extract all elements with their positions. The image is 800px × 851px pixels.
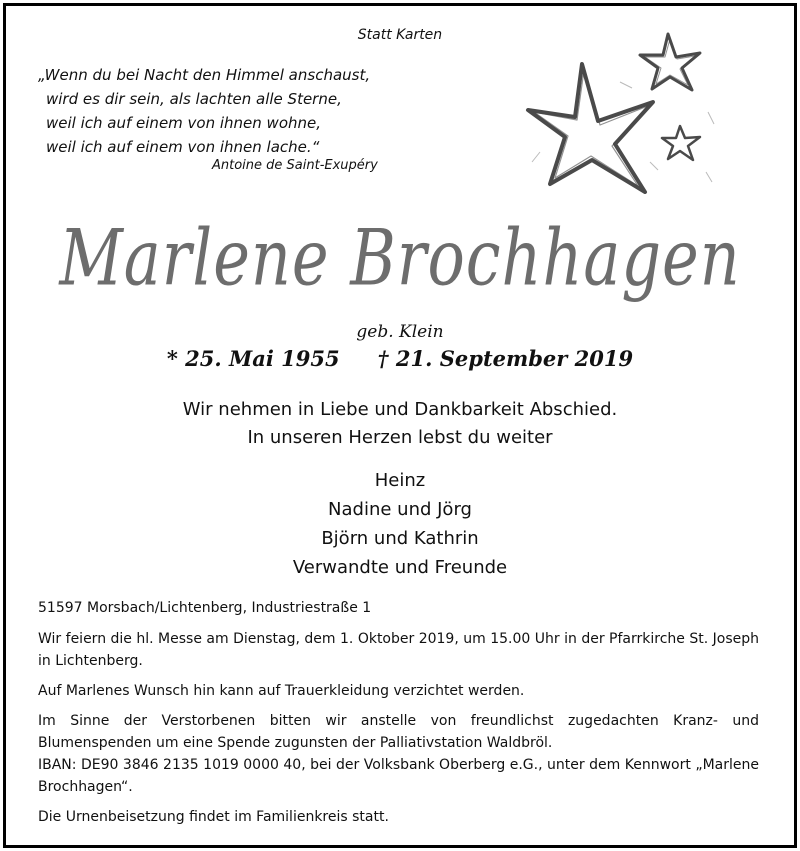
address: 51597 Morsbach/Lichtenberg, Industriestraße 1 [38,600,372,616]
dress-info: Auf Marlenes Wunsch hin kann auf Trauerkleidung verzichtet werden. [38,683,525,699]
maiden-name: geb. Klein [356,322,444,342]
life-dates [0,346,800,371]
quote-line: wird es dir sein, als lachten alle Sterne, [46,90,342,108]
quote-line: „Wenn du bei Nacht den Himmel anschaust, [38,66,371,84]
bank-info: IBAN: DE90 3846 2135 1019 0000 40, bei der Volksbank Oberberg e.G., unter dem Kennwort „Marlene Brochhagen“. [38,757,759,795]
mourner-name: Heinz [374,470,426,491]
deceased-name: Marlene Brochhagen [59,212,741,304]
quote-line: weil ich auf einem von ihnen lache.“ [46,138,320,156]
mourner-name: Verwandte und Freunde [292,557,508,578]
burial-info: Die Urnenbeisetzung findet im Familienkreis statt. [38,809,389,825]
quote-author: Antoine de Saint-Exupéry [212,158,378,173]
header-note: Statt Karten [357,27,443,43]
farewell-line: In unseren Herzen lebst du weiter [247,427,553,448]
mourner-name: Nadine und Jörg [328,499,472,520]
mourners-list [0,466,800,582]
small-star-icon [640,34,700,90]
farewell-text [0,396,800,452]
details-section [38,597,759,836]
big-star-icon [528,64,653,192]
death-date: † 21. September 2019 [377,346,634,371]
quote [38,63,370,159]
mourner-name: Björn und Kathrin [321,528,479,549]
donation-info: Im Sinne der Verstorbenen bitten wir anstelle von freundlichst zugedachten Kranz- und Blumenspenden um eine Spende zugunsten der Palliativstation Waldbröl. [38,713,759,751]
stars-icon [520,22,720,212]
farewell-line: Wir nehmen in Liebe und Dankbarkeit Abschied. [182,399,618,420]
quote-line: weil ich auf einem von ihnen wohne, [46,114,322,132]
mass-info: Wir feiern die hl. Messe am Dienstag, dem 1. Oktober 2019, um 15.00 Uhr in der Pfarrkirche St. Joseph in Lichtenberg. [38,631,759,669]
birth-date: * 25. Mai 1955 [166,346,340,371]
tiny-star-icon [662,126,700,160]
